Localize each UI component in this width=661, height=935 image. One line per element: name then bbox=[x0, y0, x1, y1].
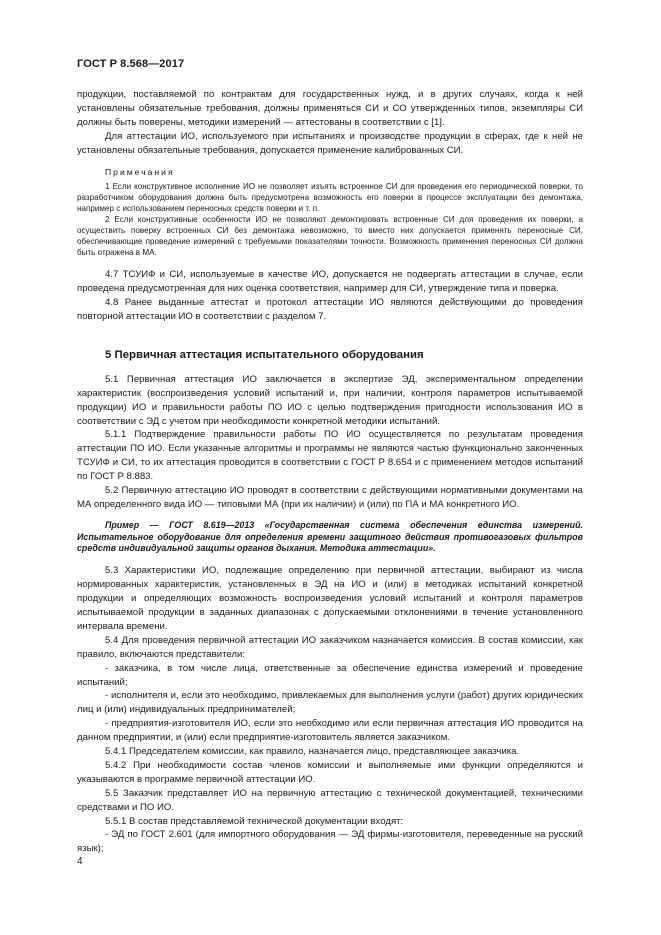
section-heading: 5 Первичная аттестация испытательного оборудования bbox=[105, 348, 424, 361]
document-code-header: ГОСТ Р 8.568—2017 bbox=[77, 58, 185, 70]
list-item: - заказчика, в том числе лица, ответственные за обеспечение единства измерений и проведение испытаний; bbox=[77, 662, 583, 688]
paragraph-5-2: 5.2 Первичную аттестацию ИО проводят в соответствии с действующими нормативными документами на МА определенного вида ИО — типовыми МА (при их наличии) и (или) по ПА и МА конкретного ИО. bbox=[77, 485, 583, 510]
paragraph: продукции, поставляемой по контрактам для государственных нужд, и в других случаях, когда к ней установлены обязательные требования, должны применяться СИ и СО утвержденных типов, экземпляры СИ должны быть поверены, методики измерений — аттестованы в соответствии с [1]. bbox=[77, 89, 583, 128]
note-item: 2 Если конструктивные особенности ИО не позволяют демонтировать встроенные СИ для проведения их поверки, а осуществить поверку встроенных СИ без демонтажа невозможно, то вместо них допускается применять переносные СИ, обеспечивающие проведение измерений с требуемыми показателями точности. Возможность применения переносных СИ должна быть отражена в МА. bbox=[77, 214, 583, 258]
note-item: 1 Если конструктивное исполнение ИО не позволяет изъять встроенное СИ для проведения его периодической поверки, то разработчиком оборудования должна быть предусмотрена возможность его поверки в процессе эксплуатации без демонтажа, например с использованием переносных средств поверки и т. п. bbox=[77, 181, 583, 213]
paragraph-5-4: 5.4 Для проведения первичной аттестации ИО заказчиком назначается комиссия. В состав комиссии, как правило, включаются представители: bbox=[77, 634, 583, 660]
paragraph-5-4-2: 5.4.2 При необходимости состав членов комиссии и выполняемые ими функции определяются и указываются в программе первичной аттестации ИО. bbox=[77, 759, 583, 785]
list-item: - предприятия-изготовителя ИО, если это необходимо или если первичная аттестация ИО проводится на данном предприятии, и (или) если предприятие-изготовитель является заказчиком. bbox=[77, 718, 583, 744]
notes-title: Примечания bbox=[105, 166, 175, 177]
paragraph-5-4-1: 5.4.1 Председателем комиссии, как правило, назначается лицо, представляющее заказчика. bbox=[105, 746, 520, 758]
page-number: 4 bbox=[77, 856, 83, 867]
paragraph-4-8: 4.8 Ранее выданные аттестат и протокол аттестации ИО являются действующими до проведения повторной аттестации ИО в соответствии с разделом 7. bbox=[77, 297, 583, 322]
paragraph-5-5: 5.5 Заказчик представляет ИО на первичную аттестацию с технической документацией, техническими средствами и ПО ИО. bbox=[77, 787, 583, 813]
paragraph-5-1-1: 5.1.1 Подтверждение правильности работы ПО ИО осуществляется по результатам проведения аттестации ПО ИО. Если указанные алгоритмы и программы не являются частью функционально законченных ТСУИФ и СИ, то их аттестация проводится в соответствии с ГОСТ Р 8.654 и с применением методов испытаний по ГОСТ Р 8.883. bbox=[77, 429, 583, 483]
paragraph-5-1: 5.1 Первичная аттестация ИО заключается в экспертизе ЭД, экспериментальном определении характеристик (воспроизведения условий испытаний и, при наличии, контроля параметров испытываемой продукции) ИО и правильности работы ПО ИО с целью подтверждения пригодности использования ИО в соответствии с ЭД с учетом при необходимости конкретной методики испытаний. bbox=[77, 373, 583, 427]
list-item: - ЭД по ГОСТ 2.601 (для импортного оборудования — ЭД фирмы-изготовителя, переведенные на русский язык); bbox=[77, 829, 583, 855]
paragraph-5-3: 5.3 Характеристики ИО, подлежащие определению при первичной аттестации, выбирают из числа нормированных характеристик, установленных в ЭД на ИО и (или) в методиках испытаний конкретной продукции и определяющих возможность воспроизведения условий испытаний и контроля параметров испытываемой продукции в заданных диапазонах с допускаемыми отклонениями в течение установленного интервала времени. bbox=[77, 565, 583, 632]
example-block: Пример — ГОСТ 8.619—2013 «Государственная система обеспечения единства измерений. Испытательное оборудование для определения времени защитного действия противогазовых фильтров средств индивидуальной защиты органов дыхания. Методика аттестации». bbox=[77, 519, 583, 554]
paragraph: Для аттестации ИО, используемого при испытаниях и производстве продукции в сферах, где к ней не установлены обязательные требования, допускается применение калиброванных СИ. bbox=[77, 130, 583, 156]
paragraph-4-7: 4.7 ТСУИФ и СИ, используемые в качестве ИО, допускается не подвергать аттестации в случае, если проведена предусмотренная для них оценка соответствия, например для СИ, утверждение типа и поверка. bbox=[77, 269, 583, 295]
page-body bbox=[77, 88, 583, 856]
paragraph-5-5-1: 5.5.1 В состав представляемой технической документации входят: bbox=[105, 815, 404, 827]
list-item: - исполнителя и, если это необходимо, привлекаемых для выполнения услуги (работ) других юридических лиц и (или) индивидуальных предпринимателей; bbox=[77, 690, 583, 716]
